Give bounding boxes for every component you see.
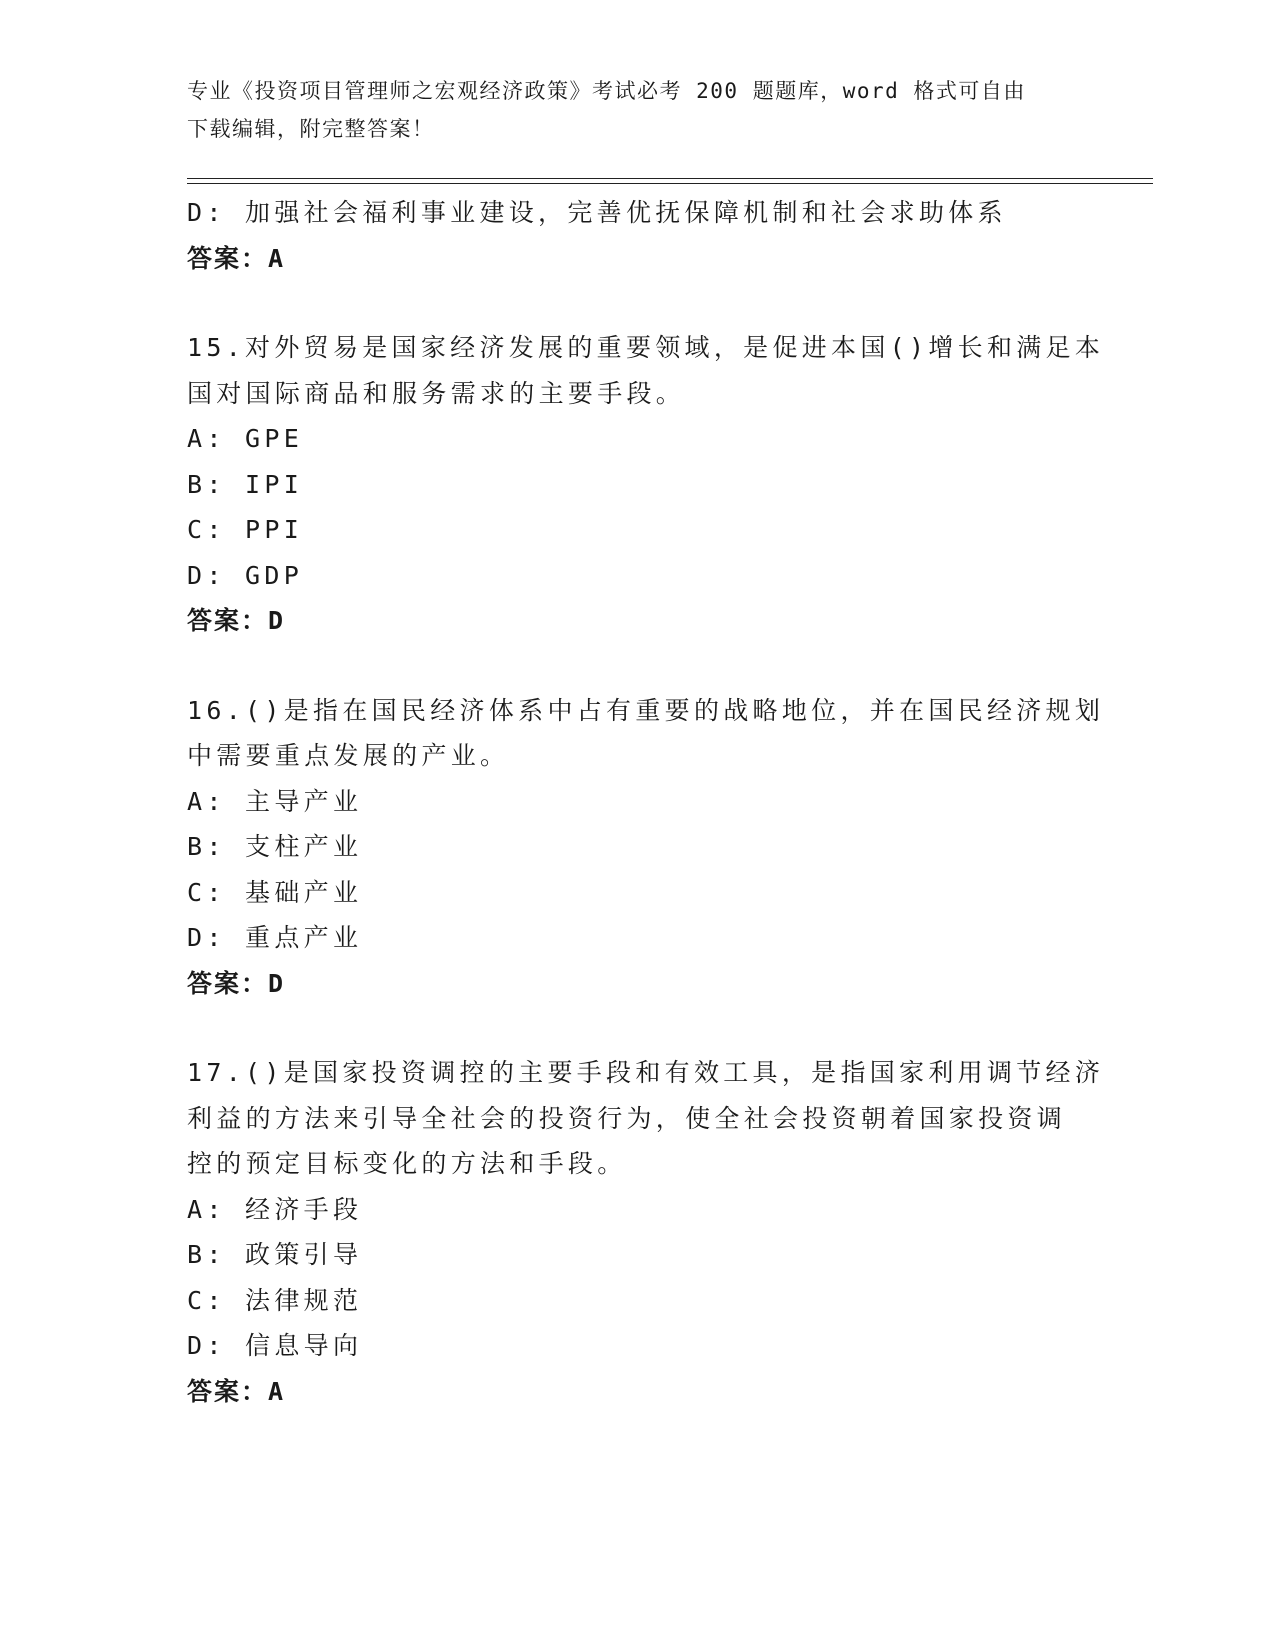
option-a: A: 经济手段 — [187, 1194, 363, 1224]
question-16 — [187, 688, 1105, 1007]
carry-over-block — [187, 190, 1087, 281]
question-stem-line: 中需要重点发展的产业。 — [187, 741, 510, 770]
answer-label: 答案： — [187, 606, 269, 635]
option-c: C: PPI — [187, 515, 304, 544]
question-stem-line: 17.()是国家投资调控的主要手段和有效工具，是指国家利用调节经济 — [187, 1058, 1105, 1087]
option-d: D: GDP — [187, 560, 304, 590]
option-b: B: 政策引导 — [187, 1240, 363, 1269]
question-stem-line: 国对国际商品和服务需求的主要手段。 — [187, 378, 686, 408]
option-a: A: GPE — [187, 424, 304, 453]
option-d: D: 信息导向 — [187, 1331, 363, 1360]
option-d: D: 重点产业 — [187, 923, 363, 952]
answer-value: A — [268, 243, 286, 273]
answer-label: 答案： — [187, 1376, 269, 1406]
header-divider-bottom — [187, 183, 1153, 184]
option-d: D: 加强社会福利事业建设，完善优抚保障机制和社会求助体系 — [187, 198, 1007, 227]
header-line-2: 下载编辑，附完整答案！ — [187, 117, 435, 141]
question-15 — [187, 325, 1105, 644]
header-line-1: 专业《投资项目管理师之宏观经济政策》考试必考 200 题题库，word 格式可自由 — [187, 79, 1026, 103]
question-stem-line: 控的预定目标变化的方法和手段。 — [187, 1149, 627, 1178]
answer-line — [187, 236, 1087, 282]
document-body — [187, 190, 1105, 1414]
question-stem-line: 16.()是指在国民经济体系中占有重要的战略地位，并在国民经济规划 — [187, 695, 1105, 725]
option-c: C: 基础产业 — [187, 877, 363, 907]
question-stem-line: 15.对外贸易是国家经济发展的重要领域，是促进本国()增长和满足本 — [187, 333, 1105, 362]
option-b: B: 支柱产业 — [187, 832, 363, 861]
answer-line — [187, 961, 1087, 1007]
answer-label: 答案： — [187, 968, 269, 998]
answer-line — [187, 598, 1087, 644]
option-a: A: 主导产业 — [187, 786, 363, 816]
question-17 — [187, 1050, 1105, 1414]
answer-value: D — [268, 606, 286, 635]
answer-line — [187, 1369, 1087, 1415]
question-stem-line: 利益的方法来引导全社会的投资行为，使全社会投资朝着国家投资调 — [187, 1103, 1067, 1133]
option-b: B: IPI — [187, 469, 304, 499]
answer-value: A — [268, 1376, 286, 1406]
page-header — [187, 72, 1077, 148]
header-divider-top — [187, 178, 1153, 179]
option-c: C: 法律规范 — [187, 1285, 363, 1315]
answer-value: D — [268, 968, 286, 998]
answer-label: 答案： — [187, 243, 269, 273]
